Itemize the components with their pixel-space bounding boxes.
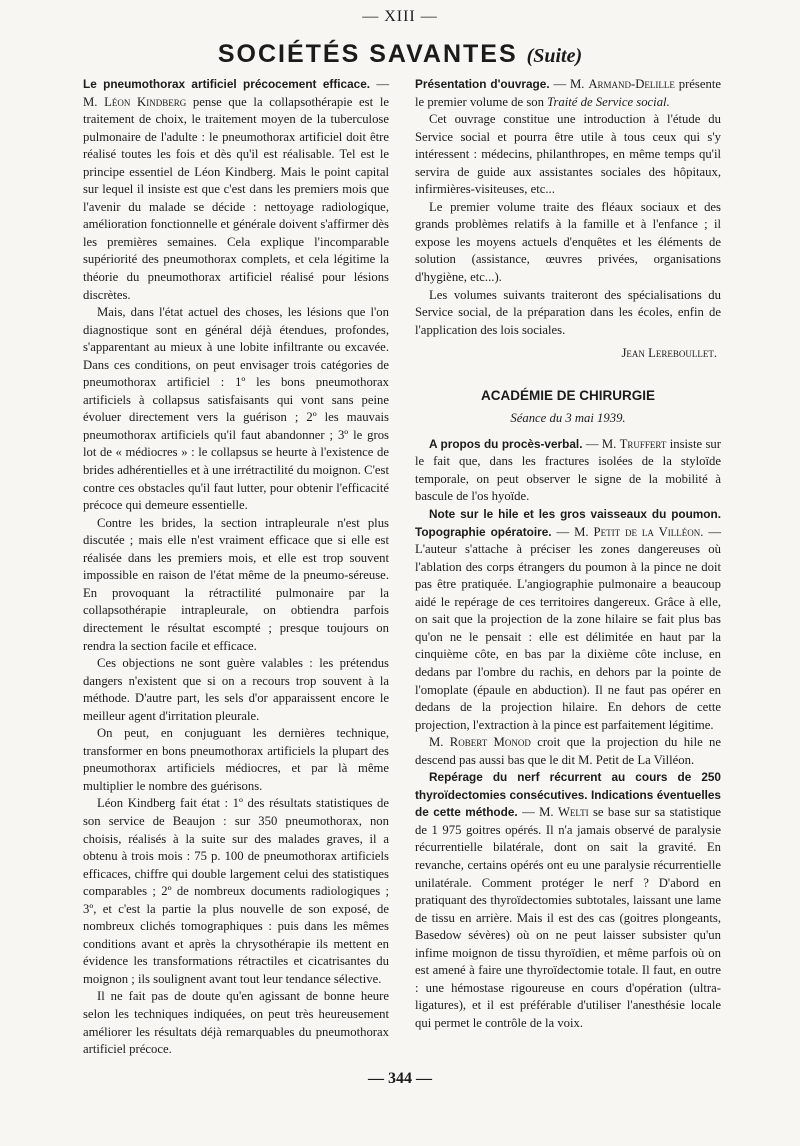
article-proces-verbal [415,436,721,506]
title-suite: (Suite) [526,45,583,67]
article-heading: A propos du procès-verbal. [429,436,583,451]
paragraph: Léon Kindberg fait état : 1º des résultats statistiques de son service de Beaujon : sur 350 pneumothorax, non choisis, réalisés à la suite sur des malades graves, il a obtenu à trois mois : 75 p. 100 de pneumothorax artificiels efficaces, chiffre qui double largement celui des statistiques comparables ; 2º de nombreux documents radiologiques ; 3º, et c'est la partie la plus nouvelle de son exposé, de nombreux clichés tomographiques : puis dans les mêmes conditions avant et après la chrysothérapie ils mettent en évidence les transformations rétractiles et cicatrisantes du moignon ; ils soulignent avant tout leur tendance sélective. [83,796,389,986]
monsieur: M. [539,805,554,820]
monsieur: M. [429,735,444,750]
monsieur: M. [570,77,585,91]
dash: — [553,77,567,91]
article-heading: Présentation d'ouvrage. [415,77,550,91]
right-column [415,76,721,1032]
paragraph: Mais, dans l'état actuel des choses, les lésions que l'on diagnostique sont en général déjà étendues, profondes, s'apparentant au mieux à une lobite infiltrante ou excavée. Dans ces conditions, on peut envisager trois catégories de pneumothorax artificiel : 1º les bons pneumothorax artificiels à collapsus satisfaisants qui vont sans peine évoluer directement vers la guérison ; 2º les mauvais pneumothorax artificiels qu'il faut abandonner ; 3º le gros lot de « médiocres » : le collapsus se heurte à l'existence de brides adhérentielles et à une irrétractilité du moignon. C'est contre ces obstacles qu'il faut lutter, pour obtenir l'efficacité précoce qui demeure essentielle. [83,305,389,513]
page-number: — 344 — [368,1070,432,1087]
article-recurrent [415,769,721,1032]
monsieur: M. [574,524,589,539]
paragraph-text: se base sur sa statistique de 1 975 goitres opérés. Il n'a jamais observé de paralysie récurrentielle bilatérale, dont on sait la gravité. En revanche, certains opérés ont eu une paralysie récurrentielle unilatérale. Comment protéger le nerf ? D'abord en pratiquant des thyroïdectomies subtotales, laissant une lame de tissu en arrière. Mais il est des cas (goitres plongeants, Basedow sévères) où on ne peut laisser subsister qu'un infime moignon de tissu thyroïdien, et même parfois où on est amené à faire une thyroïdectomie totale. Il faut, en outre : une hémostase rigoureuse en cours d'opération (ultra-ligatures), et il est préférable d'utiliser l'anesthésie locale qui permet le contrôle de la voix. [415,805,722,1030]
dash: — [522,805,535,820]
author-name: Léon Kindberg [104,94,187,109]
page-title [0,40,800,69]
folio-roman: — XIII — [362,8,438,25]
paragraph-text: insiste sur le fait que, dans les fractures isolées de la styloïde temporale, on peut observer le signe de la mobilité à bascule de l'os hyoïde. [415,436,721,504]
paragraph-text: pense que la collapsothérapie est le traitement de choix, le traitement moyen de la tuberculose pulmonaire de l'adulte : le pneumothorax artificiel doit être réalisé toutes les fois et dès qu'il est réalisable. Tel est le principe essentiel de Léon Kindberg. Mais le point capital sur lequel il insiste est que c'est dans les premiers mois que l'avenir du malade se décide : nettoyage radiologique, amélioration fonctionnelle et générale doivent s'affirmer dès les premières semaines. Cela explique l'incomparable supériorité des pneumothorax complets, et cela légitime la théorie du pneumothorax artificiel réalisé pour lésions discrètes. [83,94,389,302]
author-name: Petit de la Villéon. [593,524,704,539]
paragraph: Le premier volume traite des fléaux sociaux et des grands problèmes relatifs à la famille et à l'enfance ; il expose les moyens actuels d'enquêtes et les éléments de solution (assistance, œuvres privées, organisations d'hygiène, etc...). [415,199,721,285]
paragraph: Cet ouvrage constitue une introduction à l'étude du Service social et pourra être utile à tous ceux qui s'y intéressent : médecins, philanthropes, en même temps qu'il servira de guide aux assistantes sociales des hôpitaux, infirmières-visiteuses, etc... [415,112,721,197]
paragraph: Il ne fait pas de doute qu'en agissant de bonne heure selon les techniques indiquées, on peut très heureusement améliorer les résultats déjà remarquables du pneumothorax artificiel précoce. [83,989,389,1057]
paragraph-text: présente le premier volume de son [415,77,722,109]
paragraph-text: croit que la projection du hile ne descend pas aussi bas que le dit M. Petit de La Villéon. [415,735,722,767]
author-name: Armand-Delille [588,77,675,91]
left-column [83,76,389,1059]
author-name: Truffert [619,436,667,451]
article-pneumothorax [83,76,389,304]
title-main: SOCIÉTÉS SAVANTES [217,40,518,68]
author-name: Welti [557,805,589,820]
dash: — [376,77,389,91]
article-heading: Note sur le hile et les gros vaisseaux du poumon. Topographie opératoire. [415,507,721,539]
dash: — [556,524,570,539]
paragraph: Ces objections ne sont guère valables : les prétendus dangers n'existent que si on a recours trop souvent à la méthode. D'autre part, les sels d'or apparaissent encore le meilleur agent d'irritation pleurale. [83,656,389,723]
section-heading: ACADÉMIE DE CHIRURGIE [480,387,655,403]
monsieur: M. [601,436,617,451]
article-hile [415,506,721,734]
author-name: Robert Monod [449,735,531,750]
article-heading: Le pneumothorax artificiel précocement efficace. [83,77,371,91]
paragraph-text: — L'auteur s'attache à préciser les zones dangereuses où l'ablation des corps étrangers du poumon à la pince ne doit pas être pratiquée. L'angiographie pulmonaire a beaucoup aidé le repérage de ces territoires dangereux. Grâce à elle, on sait que la projection de la zone hilaire se fait plus bas qu'on ne le pensait : elle est délimitée en haut par la cinquième côte, en bas par la dixième côte incluse, en dedans par l'ombre du rachis, en dehors par la pointe de l'omoplate (épaule en abduction). Il ne faut pas opérer en dedans de la projection hilaire. En dehors de cette projection, l'extraction à la pince est parfaitement légitime. [415,524,722,732]
paragraph: Les volumes suivants traiteront des spécialisations du Service social, de la préparation dans les écoles, enfin de l'application des lois sociales. [415,287,721,337]
monsieur: M. [83,94,98,109]
book-title: Traité de Service social. [547,94,670,109]
article-heading: Repérage du nerf récurrent au cours de 250 thyroïdectomies consécutives. Indications éventuelles de cette méthode. [415,770,721,820]
article-presentation [415,76,721,111]
paragraph: On peut, en conjuguant les dernières technique, transformer en bons pneumothorax artificiels la plupart des pneumothorax artificiels médiocres, et par là même multiplier le nombre des guérisons. [83,726,389,793]
article-monod [415,734,721,769]
paragraph: Contre les brides, la section intrapleurale n'est plus discutée ; mais elle n'est vraiment efficace que si elle est réalisée dans les premiers mois, et elle est trop souvent impossible en raison de l'état même de la pneumo-séreuse. En provoquant la rétractilité pulmonaire par la collapsothérapie intrapleurale, on obtiendra parfois directement le résultat escompté ; presque toujours on rendra la section facile et efficace. [83,515,389,653]
signature: Jean Lereboullet. [621,346,717,361]
seance-date: Séance du 3 mai 1939. [510,411,626,426]
dash: — [585,436,599,451]
